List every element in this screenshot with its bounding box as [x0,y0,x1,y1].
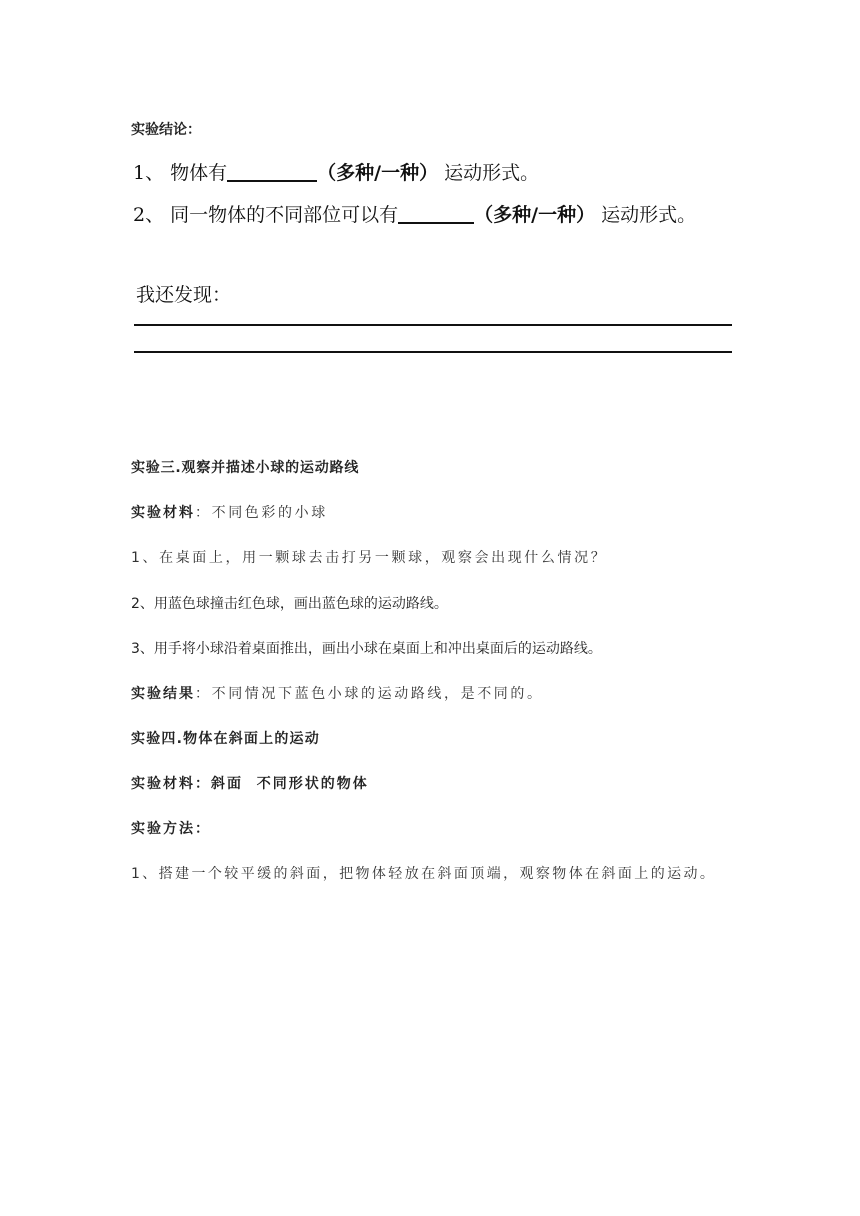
answer-line-2[interactable] [134,351,732,353]
fill-in-blank-1[interactable] [227,162,317,182]
experiment-3-materials [131,502,328,522]
experiment-4-step-1: 1、搭建一个较平缓的斜面，把物体轻放在斜面顶端，观察物体在斜面上的运动。 [131,866,717,882]
experiment-3-title: 实验三.观察并描述小球的运动路线 [131,460,360,476]
experiment-3-result-label: 实验结果 [131,686,195,702]
conclusion-item-2 [133,200,696,227]
experiment-3-result-value: ：不同情况下蓝色小球的运动路线，是不同的。 [195,686,544,702]
conclusion-item-1-options: （多种/一种） [317,162,439,184]
fill-in-blank-2[interactable] [398,204,474,224]
answer-line-1[interactable] [134,324,732,326]
experiment-4-method-label: 实验方法： [131,821,211,837]
experiment-3-materials-label: 实验材料 [131,505,195,521]
conclusion-item-1-prefix: 1、 物体有 [133,162,228,184]
conclusion-item-2-prefix: 2、 同一物体的不同部位可以有 [133,204,399,226]
experiment-3-result [131,683,544,703]
conclusion-item-1 [133,158,539,185]
conclusion-item-2-options: （多种/一种） [474,204,596,226]
experiment-4-materials-label: 实验材料 [131,776,195,792]
experiment-3-step-3: 3、用手将小球沿着桌面推出，画出小球在桌面上和冲出桌面后的运动路线。 [131,641,602,657]
experiment-3-materials-value: ：不同色彩的小球 [195,505,328,521]
conclusion-item-2-suffix: 运动形式。 [595,204,697,226]
experiment-3-step-2: 2、用蓝色球撞击红色球，画出蓝色球的运动路线。 [131,596,448,612]
experiment-4-materials-value: ：斜面 不同形状的物体 [195,776,369,792]
conclusion-heading: 实验结论： [131,122,201,138]
experiment-3-step-1: 1、在桌面上，用一颗球去击打另一颗球，观察会出现什么情况？ [131,550,608,566]
experiment-4-materials [131,773,369,793]
conclusion-item-1-suffix: 运动形式。 [438,162,540,184]
discovery-label: 我还发现： [136,284,232,306]
experiment-4-title: 实验四.物体在斜面上的运动 [131,731,320,747]
